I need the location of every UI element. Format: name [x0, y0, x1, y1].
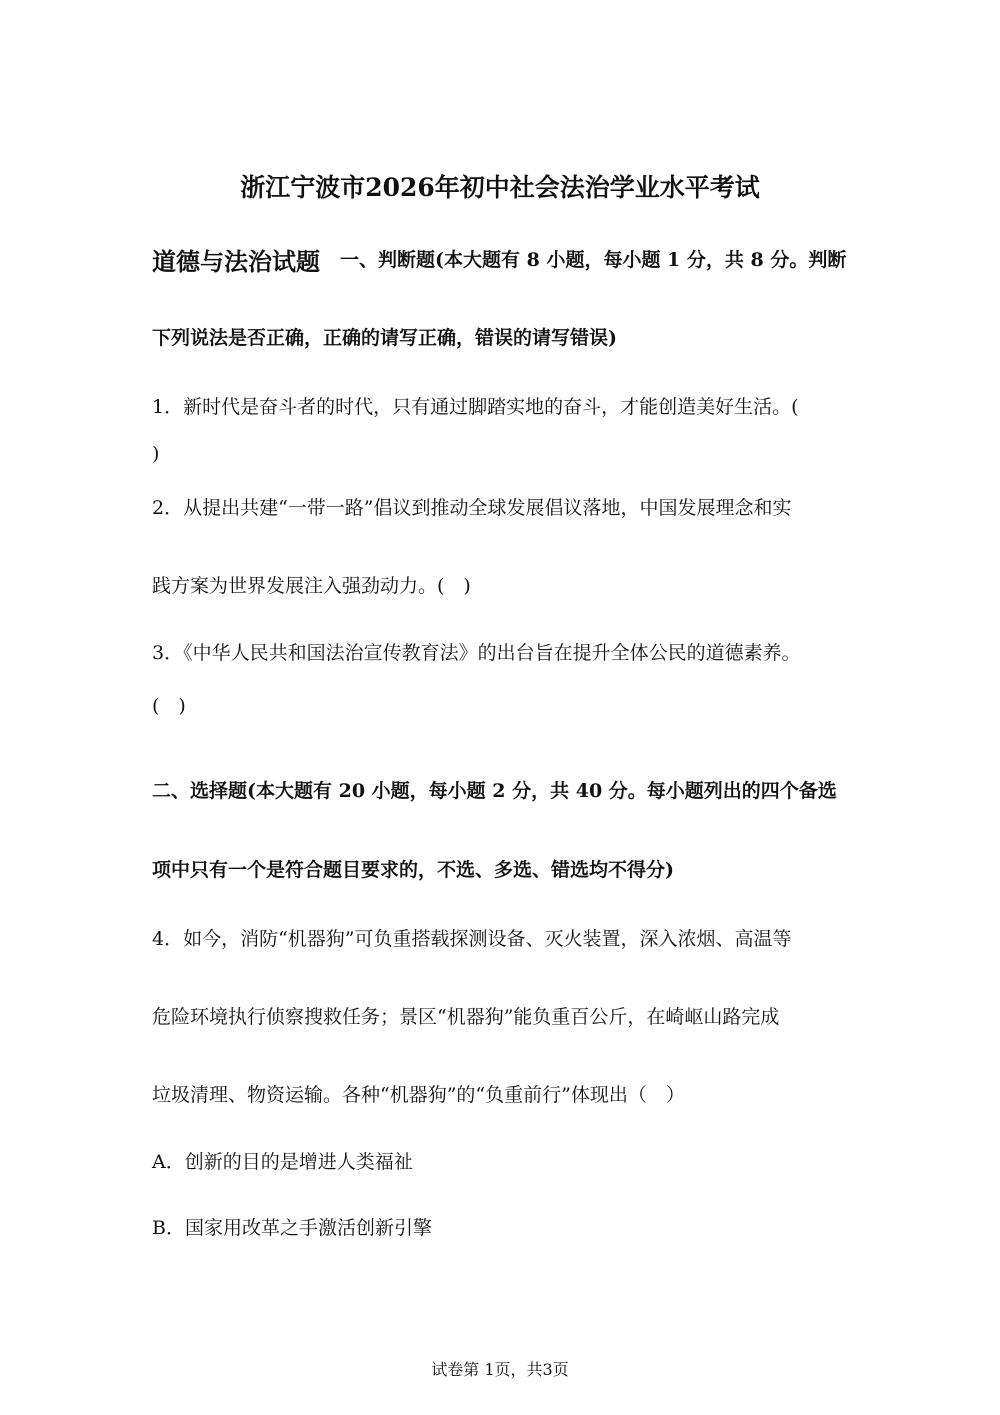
question-4-option-b: B．国家用改革之手激活创新引擎: [152, 1217, 432, 1239]
question-4-option-a: A．创新的目的是增进人类福祉: [152, 1151, 413, 1173]
question-4-line2: 危险环境执行侦察搜救任务；景区“机器狗”能负重百公斤，在崎岖山路完成: [152, 1006, 780, 1028]
page-footer: 试卷第 1页，共3页: [431, 1360, 569, 1379]
exam-title: 浙江宁波市2026年初中社会法治学业水平考试: [240, 173, 760, 202]
section2-heading-line2: 项中只有一个是符合题目要求的，不选、多选、错选均不得分): [152, 859, 674, 881]
section1-heading-line2: 下列说法是否正确，正确的请写正确，错误的请写错误): [152, 327, 617, 349]
section1-heading-line1: 一、判断题(本大题有 8 小题，每小题 1 分，共 8 分。判断: [340, 249, 847, 271]
question-2-line2: 践方案为世界发展注入强劲动力。( ): [152, 575, 471, 597]
subject-title: 道德与法治试题: [152, 248, 320, 276]
question-4-line3: 垃圾清理、物资运输。各种“机器狗”的“负重前行”体现出（ ）: [152, 1084, 685, 1106]
question-3-line2: ( ): [152, 695, 186, 717]
question-1-line1: 1．新时代是奋斗者的时代，只有通过脚踏实地的奋斗，才能创造美好生活。(: [152, 396, 799, 418]
question-3-line1: 3．《中华人民共和国法治宣传教育法》的出台旨在提升全体公民的道德素养。: [152, 642, 801, 664]
question-2-line1: 2．从提出共建“一带一路”倡议到推动全球发展倡议落地，中国发展理念和实: [152, 497, 792, 519]
section2-heading-line1: 二、选择题(本大题有 20 小题，每小题 2 分，共 40 分。每小题列出的四个备选: [152, 780, 837, 802]
question-4-line1: 4．如今，消防“机器狗”可负重搭载探测设备、灭火装置，深入浓烟、高温等: [152, 928, 792, 950]
question-1-line2: ): [152, 443, 160, 465]
